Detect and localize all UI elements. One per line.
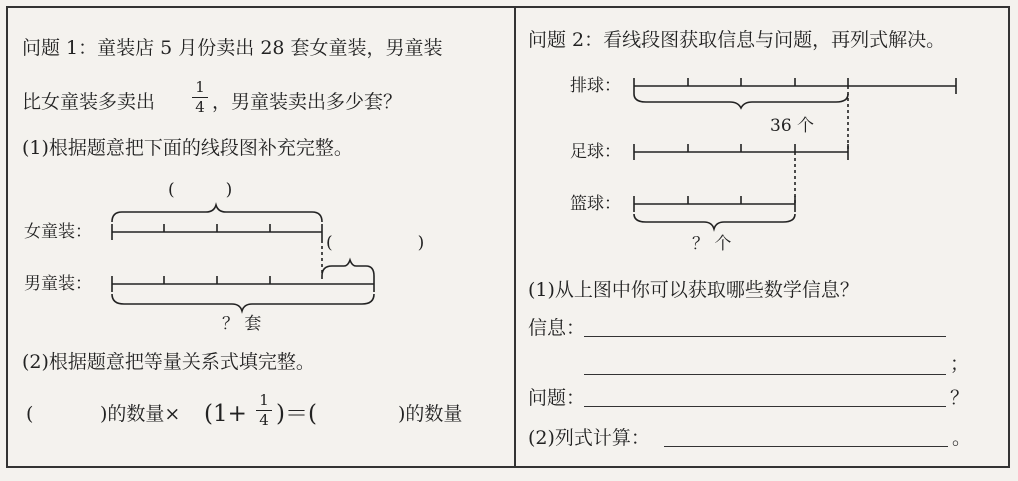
eq-one-plus: (1+ [204, 401, 247, 427]
unknown-basketball: ？ 个 [692, 234, 732, 254]
column-divider [514, 6, 516, 468]
problem1-part1: (1)根据题意把下面的线段图补充完整。 [22, 137, 353, 159]
info-answer-line-1[interactable] [584, 336, 946, 337]
diff-label: 36 个 [770, 116, 815, 136]
question-label: 问题： [528, 387, 586, 409]
eq-fraction-denominator: 4 [259, 411, 269, 429]
label-football: 足球： [570, 142, 621, 162]
info-label: 信息： [528, 317, 586, 339]
problem2-title: 问题 2：看线段图获取信息与问题，再列式解决。 [528, 29, 946, 51]
eq-end: )的数量 [398, 403, 463, 425]
eq-mid: )的数量× [100, 403, 181, 425]
paren-top-blank[interactable]: ( ) [168, 180, 233, 200]
problem2-part2: (2)列式计算： [528, 427, 650, 449]
unknown-boy-count: ？ 套 [222, 314, 262, 334]
label-girl-clothes: 女童装： [24, 222, 92, 242]
eq-fraction [256, 392, 272, 429]
period: 。 [952, 427, 972, 449]
calc-answer-line[interactable] [664, 446, 948, 447]
worksheet-frame [6, 6, 1010, 468]
question-answer-line[interactable] [584, 406, 946, 407]
problem2-part1: (1)从上图中你可以获取哪些数学信息？ [528, 279, 859, 301]
label-boy-clothes: 男童装： [24, 274, 92, 294]
question-mark: ？ [950, 387, 970, 409]
label-basketball: 篮球： [570, 194, 621, 214]
fraction-denominator: 4 [195, 98, 205, 116]
problem1-part2: (2)根据题意把等量关系式填完整。 [22, 351, 315, 373]
problem1-fraction [192, 79, 208, 116]
eq-close-eq: )＝( [276, 401, 317, 427]
problem1-line1: 问题 1：童装店 5 月份卖出 28 套女童装，男童装 [22, 37, 443, 59]
paren-right-blank[interactable]: ( ) [326, 233, 425, 253]
eq-fraction-numerator: 1 [259, 391, 269, 409]
problem1-line2a: 比女童装多卖出 [22, 91, 156, 113]
semicolon: ； [950, 353, 970, 375]
info-answer-line-2[interactable] [584, 374, 946, 375]
label-volleyball: 排球： [570, 76, 621, 96]
fraction-numerator: 1 [195, 78, 205, 96]
eq-open-paren: ( [26, 403, 34, 425]
problem1-line2b: ，男童装卖出多少套？ [212, 91, 403, 113]
